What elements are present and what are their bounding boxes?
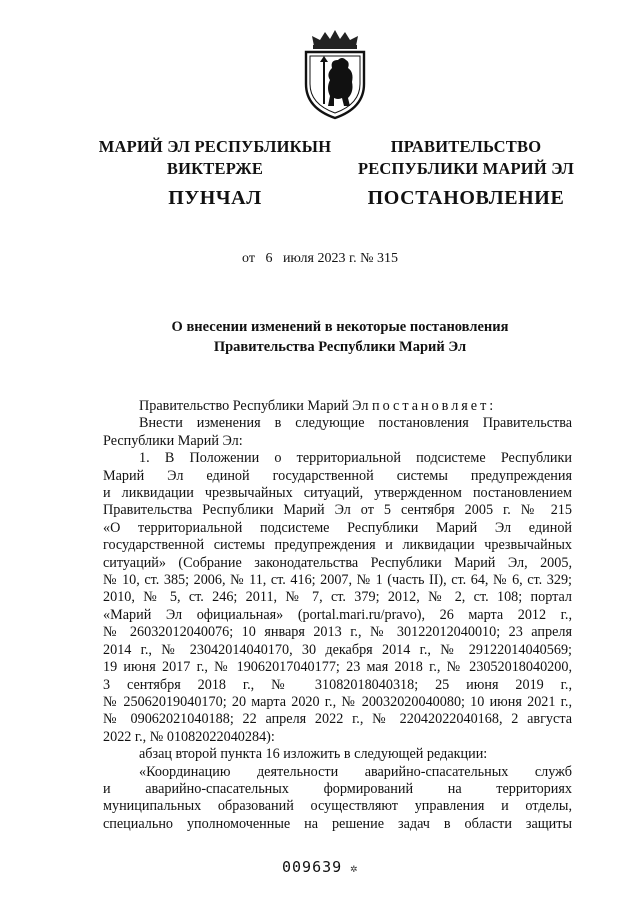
- header-right-line1: ПРАВИТЕЛЬСТВО: [390, 137, 542, 156]
- body-line: и ликвидации чрезвычайных ситуаций, утвержденном постановлением: [103, 485, 572, 502]
- body-line: № 25062019040170; 20 марта 2020 г., № 20032020040080; 10 июня 2021 г.,: [103, 693, 572, 710]
- body-line: 19 июня 2017 г., № 19062017040177; 23 мая 2018 г., № 23052018040200,: [103, 659, 572, 676]
- header-left-doc-type: ПУНЧАЛ: [168, 187, 262, 209]
- header-right-doc-type: ПОСТАНОВЛЕНИЕ: [367, 187, 565, 209]
- serial-number-text: 009639: [282, 858, 343, 876]
- body-line: Правительства Республики Марий Эл от 5 сентября 2005 г. № 215: [103, 502, 572, 519]
- body-line: ситуаций» (Собрание законодательства Республики Марий Эл, 2005,: [103, 554, 572, 571]
- body-line: 3 сентября 2018 г., № 31082018040318; 25 июня 2019 г.,: [103, 676, 572, 693]
- header-left: [95, 136, 335, 213]
- body-line: 2022 г., № 01082022040284):: [103, 728, 275, 745]
- body-line: Марий Эл единой государственной системы предупреждения: [103, 467, 572, 484]
- header-right: [355, 136, 577, 213]
- header-right-line2: РЕСПУБЛИКИ МАРИЙ ЭЛ: [357, 159, 575, 178]
- body-line: «О территориальной подсистеме Республики Марий Эл единой: [103, 519, 572, 536]
- body-line: «Марий Эл официальная» (portal.mari.ru/pravo), 26 марта 2012 г.,: [103, 606, 572, 623]
- date-line: [0, 251, 640, 267]
- body-line: № 09062021040188; 22 апреля 2022 г., № 22042022040168, 2 августа: [103, 711, 572, 728]
- intro-line: [103, 398, 572, 415]
- body-line: № 26032012040076; 10 января 2013 г., № 30122012040010; 23 апреля: [103, 624, 572, 641]
- body-line: Внести изменения в следующие постановления Правительства: [139, 415, 572, 432]
- body-line: 2010, № 5, ст. 246; 2011, № 7, ст. 379; 2012, № 2, ст. 108; портал: [103, 589, 572, 606]
- body-line: 2014 г., № 23042014040170, 30 декабря 2014 г., № 29122014040569;: [103, 641, 572, 658]
- document-body: [103, 398, 572, 833]
- intro-spaced-verb: постановляет:: [371, 398, 497, 414]
- serial-number: [282, 858, 358, 876]
- body-line: муниципальных образований осуществляют управления и отделы,: [103, 798, 572, 815]
- body-line: специально уполномоченные на решение задач в области защиты: [103, 815, 572, 832]
- body-line: 1. В Положении о территориальной подсистеме Республики: [139, 450, 572, 467]
- date-prefix: от: [242, 251, 255, 266]
- intro-text: Правительство Республики Марий Эл: [139, 398, 369, 414]
- body-line: № 10, ст. 385; 2006, № 11, ст. 416; 2007, № 1 (часть II), ст. 64, № 6, ст. 329;: [103, 572, 572, 589]
- body-line: государственной системы предупреждения и ликвидации чрезвычайных: [103, 537, 572, 554]
- body-line: абзац второй пункта 16 изложить в следующей редакции:: [139, 746, 488, 763]
- body-line: Республики Марий Эл:: [103, 432, 243, 449]
- body-line: и аварийно-спасательных формирований на территориях: [103, 780, 572, 797]
- header-left-line1: МАРИЙ ЭЛ РЕСПУБЛИКЫН: [98, 137, 332, 156]
- header-left-line2: ВИКТЕРЖЕ: [166, 159, 264, 178]
- date-month-year: июля 2023 г.: [282, 251, 357, 266]
- date-day: 6: [265, 251, 273, 266]
- coat-of-arms-emblem: [300, 22, 370, 120]
- body-line: «Координацию деятельности аварийно-спасательных служб: [139, 763, 572, 780]
- title-line2: Правительства Республики Марий Эл: [213, 339, 467, 355]
- ornament-star-icon: ✲: [350, 861, 359, 875]
- document-title: [90, 317, 590, 357]
- title-line1: О внесении изменений в некоторые постановления: [171, 319, 509, 335]
- document-number: № 315: [360, 251, 398, 266]
